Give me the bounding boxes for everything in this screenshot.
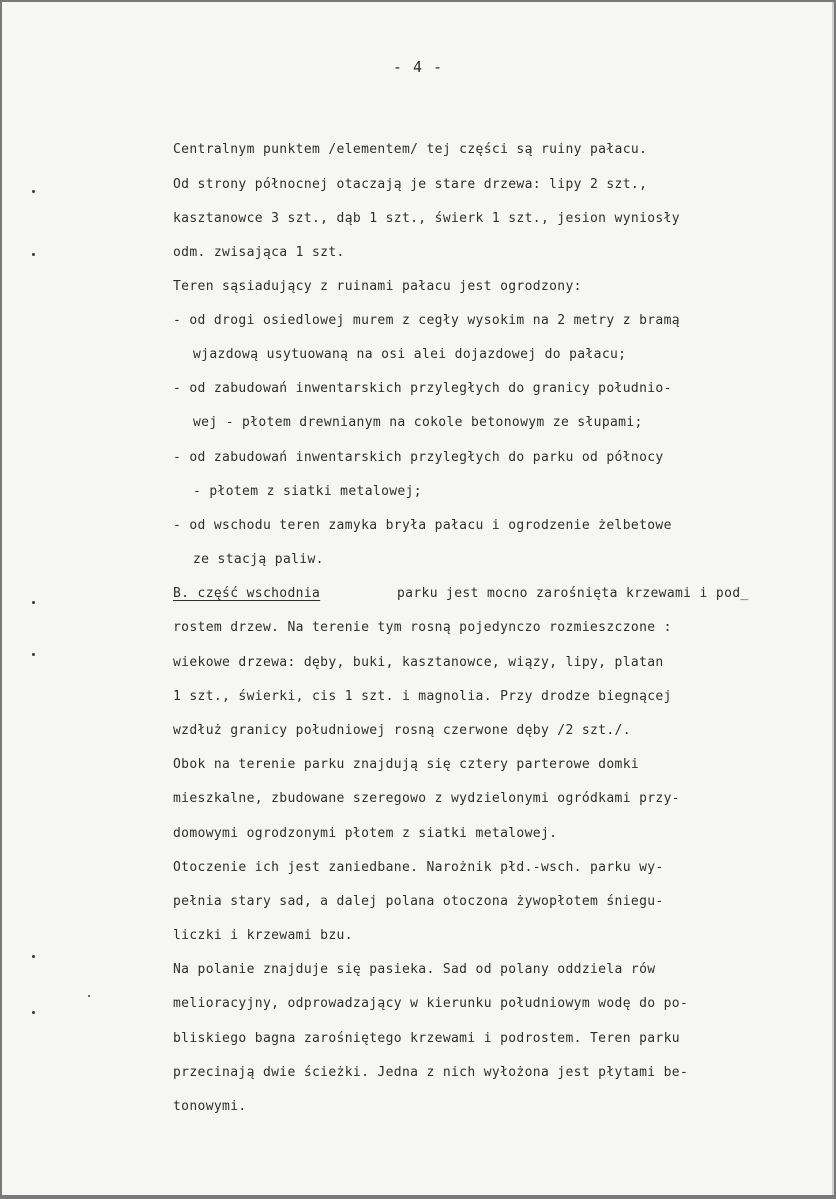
text-line: tonowymi. — [173, 1099, 247, 1114]
text-line: rostem drzew. Na terenie tym rosną pojedynczo rozmieszczone : — [173, 620, 672, 635]
text-line: liczki i krzewami bzu. — [173, 928, 353, 943]
list-item-continuation: wej - płotem drewnianym na cokole betonowym ze słupami; — [193, 415, 643, 430]
scan-speck — [88, 995, 90, 997]
text-line: wzdłuż granicy południowej rosną czerwone dęby /2 szt./. — [173, 723, 631, 738]
text-line: wiekowe drzewa: dęby, buki, kasztanowce, wiązy, lipy, platan — [173, 655, 664, 670]
text-line: pełnia stary sad, a dalej polana otoczona żywopłotem śniegu- — [173, 894, 664, 909]
text-line: Otoczenie ich jest zaniedbane. Narożnik płd.-wsch. parku wy- — [173, 860, 664, 875]
text-line: kasztanowce 3 szt., dąb 1 szt., świerk 1 szt., jesion wyniosły — [173, 211, 680, 226]
scan-speck — [32, 955, 35, 958]
text-line: Od strony północnej otaczają je stare drzewa: lipy 2 szt., — [173, 177, 648, 192]
scan-speck — [32, 653, 35, 656]
list-item-continuation: ze stacją paliw. — [193, 552, 324, 567]
text-line: parku jest mocno zarośnięta krzewami i pod_ — [397, 586, 749, 601]
text-line: mieszkalne, zbudowane szeregowo z wydzielonymi ogródkami przy- — [173, 791, 680, 806]
list-item: - od drogi osiedlowej murem z cegły wysokim na 2 metry z bramą — [173, 313, 680, 328]
list-item: - od wschodu teren zamyka bryła pałacu i ogrodzenie żelbetowe — [173, 518, 672, 533]
section-heading: B. część wschodnia — [173, 586, 321, 601]
text-line: Centralnym punktem /elementem/ tej części są ruiny pałacu. — [173, 142, 648, 157]
text-line: odm. zwisająca 1 szt. — [173, 245, 345, 260]
list-item-continuation: wjazdową usytuowaną na osi alei dojazdowej do pałacu; — [193, 347, 627, 362]
scan-speck — [32, 190, 35, 193]
text-line: domowymi ogrodzonymi płotem z siatki metalowej. — [173, 826, 558, 841]
page-number: - 4 - — [392, 58, 444, 76]
text-line: 1 szt., świerki, cis 1 szt. i magnolia. Przy drodze biegnącej — [173, 689, 672, 704]
list-item: - od zabudowań inwentarskich przyległych do parku od północy — [173, 450, 664, 465]
text-line: Na polanie znajduje się pasieka. Sad od polany oddziela rów — [173, 962, 656, 977]
text-line: Teren sąsiadujący z ruinami pałacu jest ogrodzony: — [173, 279, 582, 294]
text-line: przecinają dwie ścieżki. Jedna z nich wyłożona jest płytami be- — [173, 1065, 689, 1080]
list-item: - od zabudowań inwentarskich przyległych do granicy południo- — [173, 381, 672, 396]
scan-speck — [32, 253, 35, 256]
scan-speck — [32, 1011, 35, 1014]
text-line: Obok na terenie parku znajdują się cztery parterowe domki — [173, 757, 640, 772]
list-item-continuation: - płotem z siatki metalowej; — [193, 484, 422, 499]
text-line: melioracyjny, odprowadzający w kierunku południowym wodę do po- — [173, 996, 689, 1011]
scan-speck — [32, 601, 35, 604]
text-line: bliskiego bagna zarośniętego krzewami i podrostem. Teren parku — [173, 1031, 680, 1046]
